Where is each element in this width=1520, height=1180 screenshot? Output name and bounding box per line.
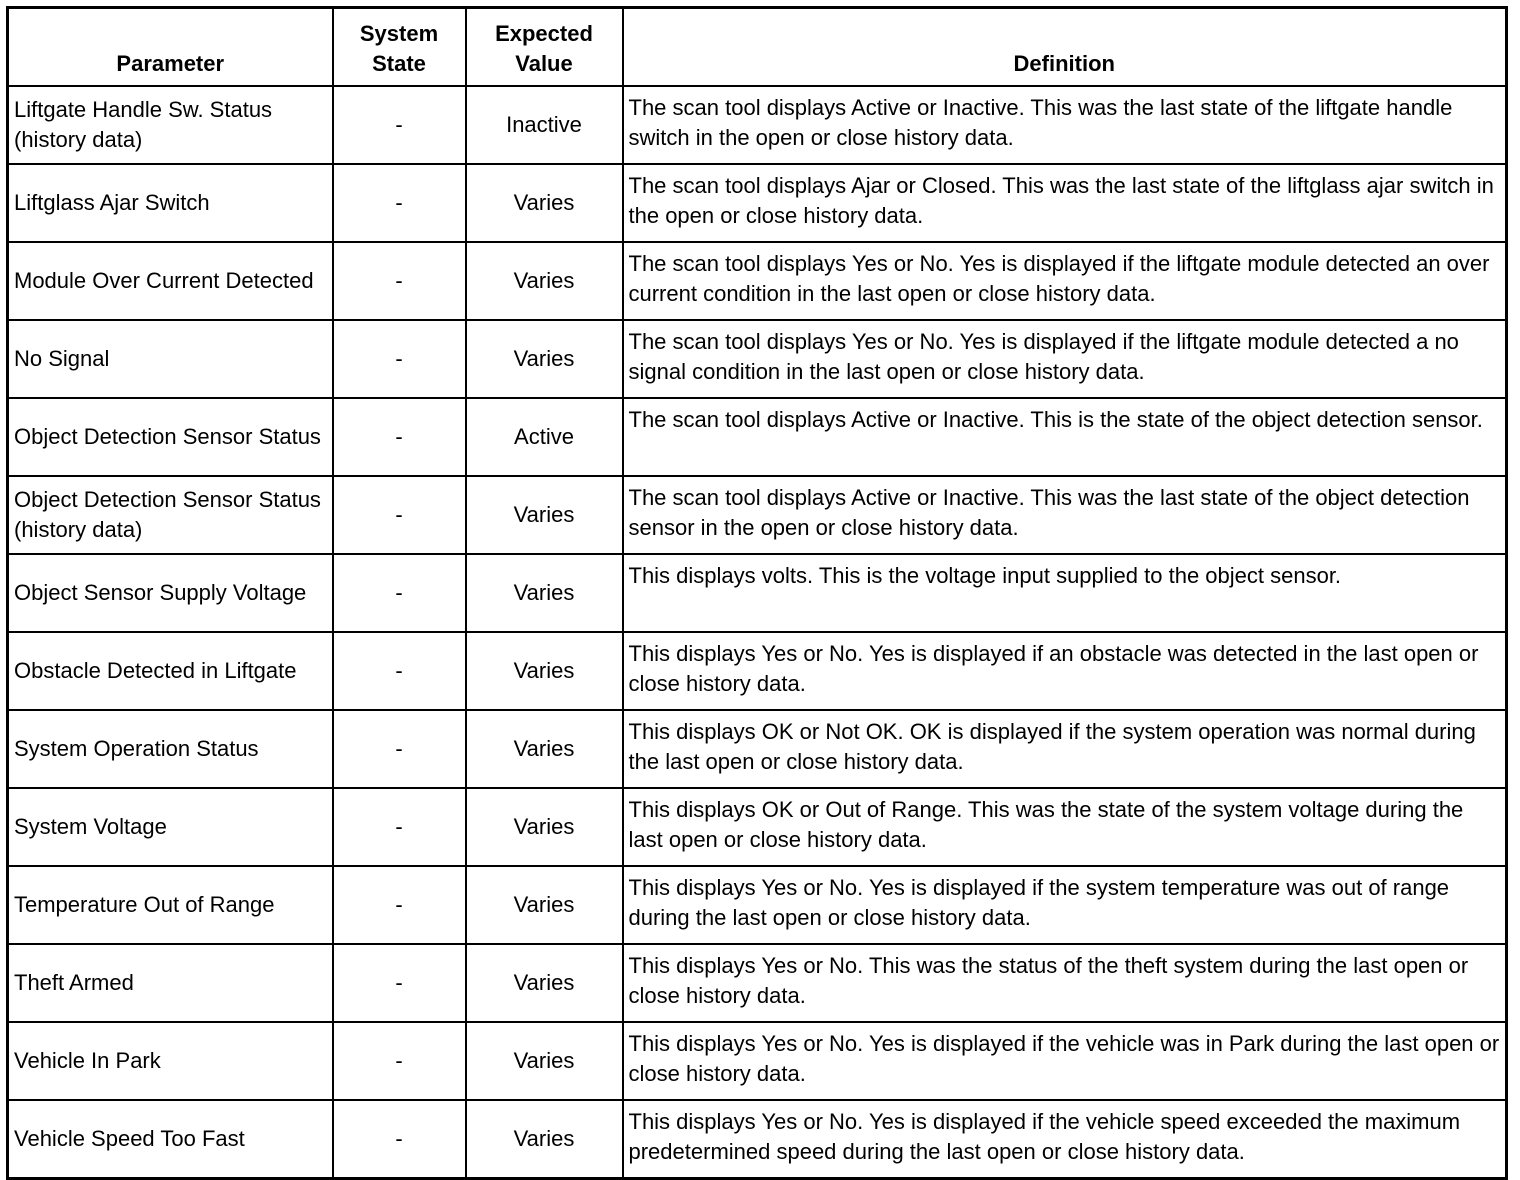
parameter-cell: Theft Armed xyxy=(8,944,333,1022)
expected-value-cell: Varies xyxy=(466,632,623,710)
system-state-cell: - xyxy=(333,242,466,320)
parameter-cell: Liftglass Ajar Switch xyxy=(8,164,333,242)
table-row xyxy=(8,788,1507,866)
definition-cell: This displays Yes or No. Yes is displayed if the vehicle was in Park during the last open or close history data. xyxy=(623,1022,1507,1100)
header-expected-value: Expected Value xyxy=(466,8,623,87)
table-row xyxy=(8,86,1507,164)
table-row xyxy=(8,1022,1507,1100)
definition-cell: The scan tool displays Active or Inactive. This was the last state of the liftgate handle switch in the open or close history data. xyxy=(623,86,1507,164)
table-row xyxy=(8,242,1507,320)
parameter-cell: No Signal xyxy=(8,320,333,398)
parameter-cell: Obstacle Detected in Liftgate xyxy=(8,632,333,710)
table-row xyxy=(8,164,1507,242)
expected-value-cell: Varies xyxy=(466,1022,623,1100)
expected-value-cell: Inactive xyxy=(466,86,623,164)
parameter-cell: Vehicle In Park xyxy=(8,1022,333,1100)
parameter-cell: Temperature Out of Range xyxy=(8,866,333,944)
system-state-cell: - xyxy=(333,1100,466,1179)
system-state-cell: - xyxy=(333,710,466,788)
system-state-cell: - xyxy=(333,554,466,632)
expected-value-cell: Varies xyxy=(466,242,623,320)
table-row xyxy=(8,866,1507,944)
table-row xyxy=(8,320,1507,398)
definition-cell: This displays Yes or No. Yes is displayed if an obstacle was detected in the last open or close history data. xyxy=(623,632,1507,710)
system-state-cell: - xyxy=(333,398,466,476)
definition-cell: The scan tool displays Active or Inactive. This was the last state of the object detection sensor in the open or close history data. xyxy=(623,476,1507,554)
definition-cell: The scan tool displays Active or Inactive. This is the state of the object detection sensor. xyxy=(623,398,1507,476)
expected-value-cell: Varies xyxy=(466,554,623,632)
parameter-cell: Object Detection Sensor Status (history data) xyxy=(8,476,333,554)
expected-value-cell: Varies xyxy=(466,944,623,1022)
expected-value-cell: Varies xyxy=(466,788,623,866)
header-system-state: System State xyxy=(333,8,466,87)
parameter-cell: Vehicle Speed Too Fast xyxy=(8,1100,333,1179)
parameter-cell: Module Over Current Detected xyxy=(8,242,333,320)
system-state-cell: - xyxy=(333,866,466,944)
header-definition: Definition xyxy=(623,8,1507,87)
definition-cell: The scan tool displays Yes or No. Yes is displayed if the liftgate module detected a no signal condition in the last open or close history data. xyxy=(623,320,1507,398)
definition-cell: This displays OK or Not OK. OK is displayed if the system operation was normal during the last open or close history data. xyxy=(623,710,1507,788)
table-row xyxy=(8,398,1507,476)
table-row xyxy=(8,476,1507,554)
header-row xyxy=(8,8,1507,87)
table-row xyxy=(8,1100,1507,1179)
system-state-cell: - xyxy=(333,164,466,242)
definition-cell: This displays Yes or No. Yes is displayed if the system temperature was out of range during the last open or close history data. xyxy=(623,866,1507,944)
table-row xyxy=(8,554,1507,632)
expected-value-cell: Varies xyxy=(466,476,623,554)
system-state-cell: - xyxy=(333,944,466,1022)
expected-value-cell: Varies xyxy=(466,320,623,398)
definition-cell: This displays Yes or No. This was the status of the theft system during the last open or close history data. xyxy=(623,944,1507,1022)
definition-cell: The scan tool displays Ajar or Closed. This was the last state of the liftglass ajar switch in the open or close history data. xyxy=(623,164,1507,242)
table-row xyxy=(8,632,1507,710)
parameter-cell: System Operation Status xyxy=(8,710,333,788)
expected-value-cell: Varies xyxy=(466,164,623,242)
parameter-cell: Object Sensor Supply Voltage xyxy=(8,554,333,632)
table-row xyxy=(8,710,1507,788)
parameter-cell: System Voltage xyxy=(8,788,333,866)
system-state-cell: - xyxy=(333,320,466,398)
expected-value-cell: Varies xyxy=(466,866,623,944)
parameter-cell: Liftgate Handle Sw. Status (history data) xyxy=(8,86,333,164)
system-state-cell: - xyxy=(333,86,466,164)
system-state-cell: - xyxy=(333,1022,466,1100)
table-row xyxy=(8,944,1507,1022)
parameter-cell: Object Detection Sensor Status xyxy=(8,398,333,476)
definition-cell: This displays Yes or No. Yes is displayed if the vehicle speed exceeded the maximum predetermined speed during the last open or close history data. xyxy=(623,1100,1507,1179)
system-state-cell: - xyxy=(333,476,466,554)
expected-value-cell: Varies xyxy=(466,710,623,788)
parameter-table xyxy=(6,6,1508,1180)
header-parameter: Parameter xyxy=(8,8,333,87)
expected-value-cell: Active xyxy=(466,398,623,476)
system-state-cell: - xyxy=(333,788,466,866)
definition-cell: This displays volts. This is the voltage input supplied to the object sensor. xyxy=(623,554,1507,632)
system-state-cell: - xyxy=(333,632,466,710)
expected-value-cell: Varies xyxy=(466,1100,623,1179)
definition-cell: The scan tool displays Yes or No. Yes is displayed if the liftgate module detected an over current condition in the last open or close history data. xyxy=(623,242,1507,320)
definition-cell: This displays OK or Out of Range. This was the state of the system voltage during the last open or close history data. xyxy=(623,788,1507,866)
